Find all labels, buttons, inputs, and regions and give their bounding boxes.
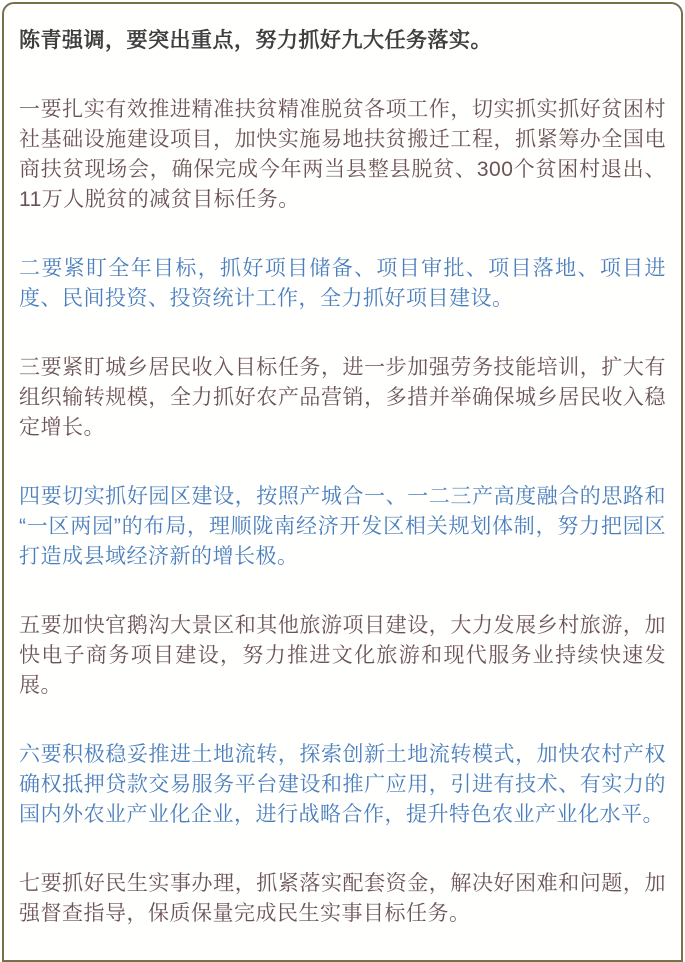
article-paragraph: 一要扎实有效推进精准扶贫精准脱贫各项工作，切实抓实抓好贫困村社基础设施建设项目，加快实施易地扶贫搬迁工程，抓紧筹办全国电商扶贫现场会，确保完成今年两当县整县脱贫、300个贫困村退出、11万人脱贫的减贫目标任务。: [19, 98, 666, 211]
article-paragraph: 五要加快官鹅沟大景区和其他旅游项目建设，大力发展乡村旅游，加快电子商务项目建设，努力推进文化旅游和现代服务业持续快速发展。: [19, 614, 666, 697]
article-paragraph: 三要紧盯城乡居民收入目标任务，进一步加强劳务技能培训，扩大有组织输转规模，全力抓好农产品营销，多措并举确保城乡居民收入稳定增长。: [19, 356, 666, 439]
article-paragraph: 七要抓好民生实事办理，抓紧落实配套资金，解决好困难和问题，加强督查指导，保质保量完成民生实事目标任务。: [19, 872, 666, 925]
article-title: 陈青强调，要突出重点，努力抓好九大任务落实。: [19, 29, 492, 52]
article-paragraph-emphasis: 四要切实抓好园区建设，按照产城合一、一二三产高度融合的思路和“一区两园”的布局，理顺陇南经济开发区相关规划体制，努力把园区打造成县域经济新的增长极。: [19, 485, 666, 568]
article-content-box: [2, 2, 683, 962]
article-paragraph-emphasis: 六要积极稳妥推进土地流转，探索创新土地流转模式，加快农村产权确权抵押贷款交易服务平台建设和推广应用，引进有技术、有实力的国内外农业产业化企业，进行战略合作，提升特色农业产业化水平。: [19, 743, 666, 826]
article-paragraph-emphasis: 二要紧盯全年目标，抓好项目储备、项目审批、项目落地、项目进度、民间投资、投资统计工作，全力抓好项目建设。: [19, 257, 666, 310]
paragraph-list: [19, 95, 666, 929]
